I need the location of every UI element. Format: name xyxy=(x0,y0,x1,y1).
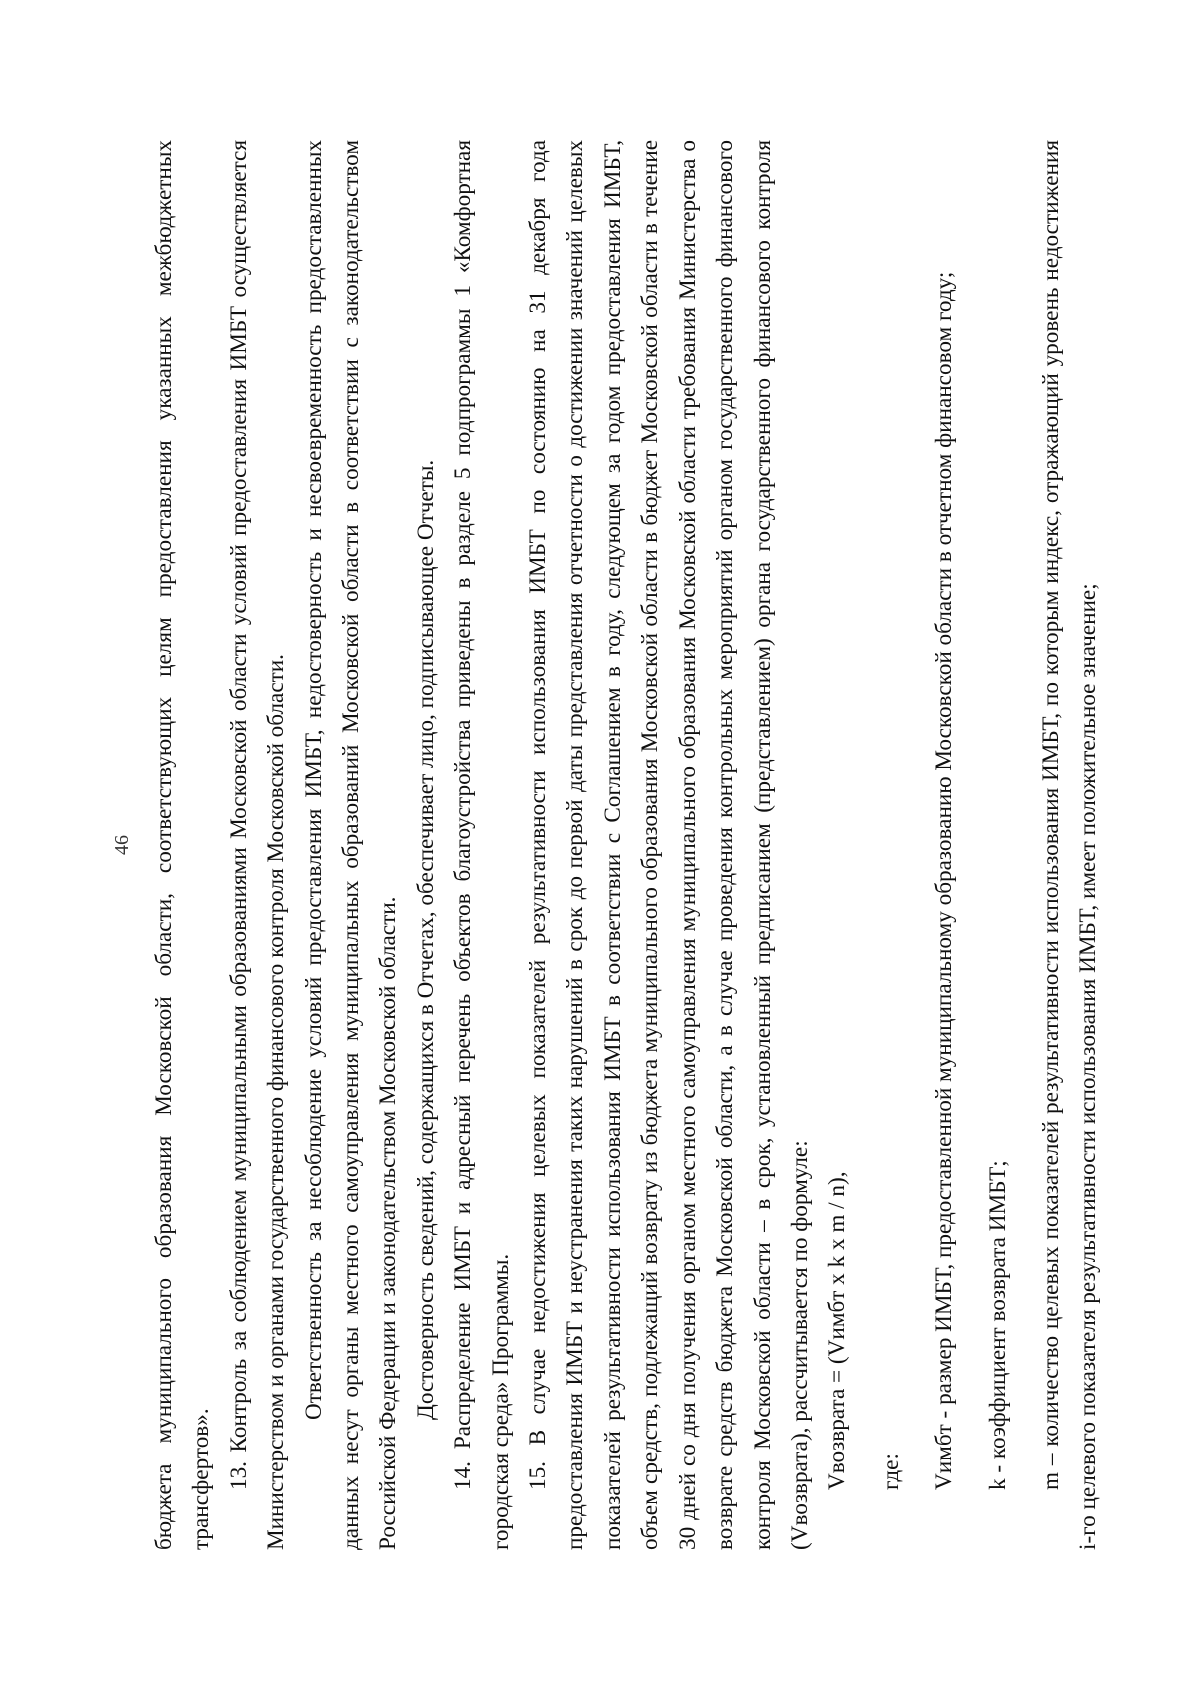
paragraph-intro: бюджета муниципального образования Московской области, соответствующих целям предоставления указанных межбюджетных трансфертов». xyxy=(151,140,215,1550)
page-number: 46 xyxy=(111,835,133,855)
formula: Vвозврата = (Vимбт x k x m / n), xyxy=(824,1171,851,1490)
paragraph-13: 13. Контроль за соблюдением муниципальными образованиями Московской области условий предоставления ИМБТ осуществляется Министерством и органами государственного финансового контроля Московской области. xyxy=(225,140,290,1550)
paragraph-15: 15. В случае недостижения целевых показателей результативности использования ИМБТ по состоянию на 31 декабря года предоставления ИМБТ и неустранения таких нарушений в срок до первой даты представления отчетности о достижении значений целевых показателей результативности использования ИМБТ в соответствии с Соглашением в году, следующем за годом предоставления ИМБТ, объем средств, подлежащий возврату из бюджета муниципального образования Московской области в бюджет Московской области в течение 30 дней со дня получения органом местного самоуправления муниципального образования Московской области требования Министерства о возврате средств бюджета Московской области, а в случае проведения контрольных мероприятий органом государственного финансового контроля Московской области – в срок, установленный предписанием (представлением) органа государственного финансового контроля (Vвозврата), рассчитывается по формуле: xyxy=(525,140,813,1550)
definition-k: k - коэффициент возврата ИМБТ; xyxy=(984,1160,1011,1490)
paragraph-responsibility: Ответственность за несоблюдение условий предоставления ИМБТ, недостоверность и несвоевременность предоставленных данных несут органы местного самоуправления муниципальных образований Московской области в соответствии с законодательством Российской Федерации и законодательством Московской области. xyxy=(300,140,402,1550)
body-text xyxy=(146,140,1108,1550)
definition-m: m – количество целевых показателей результативности использования ИМБТ, по которым индекс, отражающий уровень недостижения i-го целевого показателя результативности использования ИМБТ, имеет положительное значение; xyxy=(1037,140,1102,1550)
definition-vimbt: Vимбт - размер ИМБТ, предоставленной муниципальному образованию Московской области в отчетном финансовом году; xyxy=(931,271,958,1490)
paragraph-14: 14. Распределение ИМБТ и адресный перечень объектов благоустройства приведены в разделе 5 подпрограммы 1 «Комфортная городская среда» Программы. xyxy=(450,140,514,1550)
rotated-content xyxy=(110,140,1102,1550)
where-label: где: xyxy=(877,1453,904,1490)
paragraph-reliability: Достоверность сведений, содержащихся в Отчетах, обеспечивает лицо, подписывающее Отчеты. xyxy=(412,459,439,1420)
